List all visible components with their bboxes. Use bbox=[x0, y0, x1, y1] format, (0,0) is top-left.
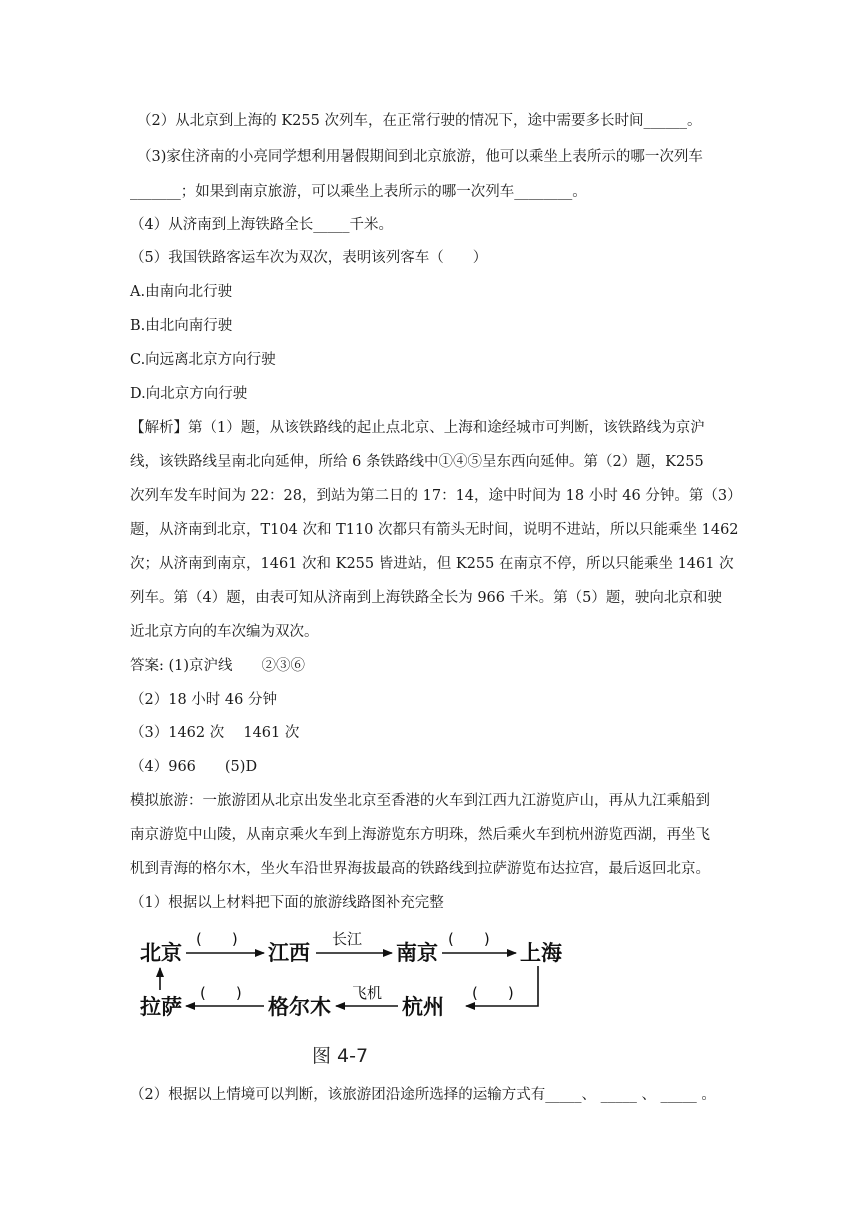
travel-line-1: 模拟旅游：一旅游团从北京出发坐北京至香港的火车到江西九江游览庐山，再从九江乘船到 bbox=[130, 793, 710, 809]
blank-beijing-jiangxi: ( ) bbox=[196, 930, 238, 948]
city-shanghai: 上海 bbox=[520, 941, 562, 965]
answer-4-5: （4）966 (5)D bbox=[130, 759, 258, 775]
analysis-line-5: 次；从济南到南京，1461 次和 K255 皆进站，但 K255 在南京不停，所以只能乘坐 1461 次 bbox=[130, 556, 734, 572]
blank-shanghai-hangzhou: ( ) bbox=[472, 984, 514, 1002]
option-d: D.向北京方向行驶 bbox=[130, 386, 248, 402]
label-plane: 飞机 bbox=[352, 984, 383, 1002]
question-4: （4）从济南到上海铁路全长_____千米。 bbox=[130, 217, 393, 233]
answer-2: （2）18 小时 46 分钟 bbox=[130, 692, 277, 708]
analysis-line-2: 线，该铁路线呈南北向延伸，所给 6 条铁路线中①④⑤呈东西向延伸。第（2）题，K255 bbox=[130, 454, 704, 470]
question-2: （2）从北京到上海的 K255 次列车，在正常行驶的情况下，途中需要多长时间______。 bbox=[137, 113, 702, 129]
city-hangzhou: 杭州 bbox=[402, 995, 444, 1019]
option-c: C.向远离北京方向行驶 bbox=[130, 352, 276, 368]
city-beijing: 北京 bbox=[140, 941, 182, 965]
answer-1: 答案: (1)京沪线 ②③⑥ bbox=[130, 658, 306, 674]
city-jiangxi: 江西 bbox=[268, 941, 310, 965]
question-3: （3)家住济南的小亮同学想利用暑假期间到北京旅游，他可以乘坐上表所示的哪一次列车 bbox=[137, 149, 703, 165]
analysis-line-4: 题，从济南到北京，T104 次和 T110 次都只有箭头无时间，说明不进站，所以只能乘坐 1462 bbox=[130, 522, 739, 538]
city-golmud: 格尔木 bbox=[268, 995, 331, 1019]
travel-route-diagram bbox=[136, 926, 566, 1072]
travel-line-3: 机到青海的格尔木，坐火车沿世界海拔最高的铁路线到拉萨游览布达拉宫，最后返回北京。 bbox=[130, 861, 710, 877]
blank-nanjing-shanghai: ( ) bbox=[448, 930, 490, 948]
analysis-line-6: 列车。第（4）题，由表可知从济南到上海铁路全长为 966 千米。第（5）题，驶向北京和驶 bbox=[130, 590, 722, 606]
label-changjiang: 长江 bbox=[332, 930, 363, 948]
travel-question-1: （1）根据以上材料把下面的旅游线路图补充完整 bbox=[130, 895, 444, 911]
blank-golmud-lhasa: ( ) bbox=[200, 984, 242, 1002]
analysis-line-3: 次列车发车时间为 22：28，到站为第二日的 17：14，途中时间为 18 小时 46 分钟。第（3） bbox=[130, 488, 742, 504]
analysis-line-7: 近北京方向的车次编为双次。 bbox=[130, 624, 319, 640]
option-b: B.由北向南行驶 bbox=[130, 318, 233, 334]
answer-3: （3）1462 次 1461 次 bbox=[130, 725, 300, 741]
travel-question-2: （2）根据以上情境可以判断，该旅游团沿途所选择的运输方式有_____、 _____ 、 _____ 。 bbox=[130, 1087, 716, 1103]
analysis-line-1: 【解析】第（1）题，从该铁路线的起止点北京、上海和途经城市可判断，该铁路线为京沪 bbox=[130, 420, 705, 436]
city-nanjing: 南京 bbox=[396, 941, 438, 965]
travel-line-2: 南京游览中山陵，从南京乘火车到上海游览东方明珠，然后乘火车到杭州游览西湖，再坐飞 bbox=[130, 827, 710, 843]
option-a: A.由南向北行驶 bbox=[130, 284, 233, 300]
question-5: （5）我国铁路客运车次为双次，表明该列客车（ ） bbox=[130, 250, 488, 266]
route-svg bbox=[136, 926, 566, 1072]
city-lhasa: 拉萨 bbox=[140, 995, 182, 1019]
question-3-continued: _______；如果到南京旅游，可以乘坐上表所示的哪一次列车________。 bbox=[130, 184, 587, 200]
figure-caption: 图 4-7 bbox=[312, 1045, 369, 1067]
